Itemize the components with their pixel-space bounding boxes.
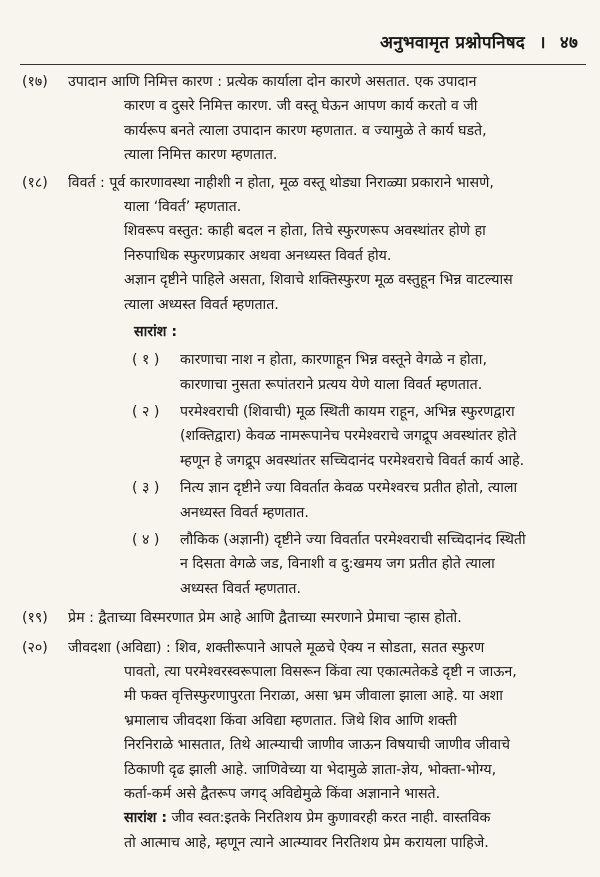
text-line: निरनिराळे भासतात, तिथे आत्म्याची जाणीव जाऊन विषयाची जाणीव जीवाचे [124,737,511,754]
text-line: पूर्व कारणावस्था नाहीशी न होता, मूळ वस्तू थोड्या निराळ्या प्रकाराने भासणे, [109,174,494,191]
entry-number: (१८) [22,174,48,191]
text-line: कारण व दुसरे निमित्त कारण. जी वस्तू घेऊन आपण कार्य करतो व जी [124,98,478,115]
text-line: नित्य ज्ञान दृष्टीने ज्या विवर्तात केवळ परमेश्वरच प्रतीत होतो, त्याला [180,480,518,497]
point-3 [0,476,600,525]
point-4 [0,528,600,601]
text-line: मी फक्त वृत्तिस्फुरणापुरता निराळा, असा भ्रम जीवाला झाला आहे. या अशा [124,688,503,705]
text-line: कर्ता-कर्म असे द्वैतरूप जगद् अविद्येमुळे किंवा अज्ञानाने भासते. [124,785,441,802]
entry-term: विवर्त : [68,174,105,191]
entry-17 [0,70,600,168]
page-body [0,70,600,855]
page-number: ४७ [559,33,578,53]
text-line: याला ‘विवर्त’ म्हणतात. [124,198,242,215]
summary-label: सारांश : [124,810,168,827]
entry-number: (१९) [22,610,48,627]
text-line: कारणाचा नुसता रूपांतराने प्रत्यय येणे याला विवर्त म्हणतात. [180,376,483,393]
text-line: त्याला निमित्त कारण म्हणतात. [124,147,278,164]
point-1 [0,348,600,397]
point-number: ( १ ) [132,352,160,369]
running-header [380,30,578,53]
header-separator: । [539,33,546,53]
text-line: त्याला अध्यस्त विवर्त म्हणतात. [124,296,279,313]
text-line: अनध्यस्त विवर्त म्हणतात. [180,504,309,521]
point-number: ( २ ) [132,404,160,421]
entry-19 [0,606,600,630]
entry-18 [0,171,600,602]
text-line: पावतो, त्या परमेश्वरस्वरूपाला विसरून किंवा त्या एकात्मतेकडे दृष्टी न जाऊन, [124,663,517,680]
text-line: परमेश्वराची (शिवाची) मूळ स्थिती कायम राहून, अभिन्न स्फुरणद्वारा [180,404,515,421]
text-line: कार्यरूप बनते त्याला उपादान कारण म्हणतात. व ज्यामुळे ते कार्य घडते, [124,122,487,139]
point-2 [0,400,600,473]
text-line: प्रत्येक कार्याला दोन कारणे असतात. एक उपादान [226,74,477,90]
text-line: शिव, शक्तीरूपाने आपले मूळचे ऐक्य न सोडता, सतत स्फुरण [175,639,485,656]
text-line: कारणाचा नाश न होता, कारणाहून भिन्न वस्तूने वेगळे न होता, [180,352,487,369]
text-line: निरुपाधिक स्फुरणप्रकार अथवा अनध्यस्त विवर्त होय. [124,247,392,264]
text-line: द्वैताच्या विस्मरणात प्रेम आहे आणि द्वैताच्या स्मरणाने प्रेमाचा ऱ्हास होतो. [98,610,462,627]
book-title: अनुभवामृत प्रश्नोपनिषद [379,33,525,53]
point-number: ( ३ ) [132,480,160,497]
text-line: जीव स्वत:इतके निरतिशय प्रेम कुणावरही करत नाही. वास्तविक [171,810,491,827]
entry-term: प्रेम : [68,610,94,627]
text-line: लौकिक (अज्ञानी) दृष्टीने ज्या विवर्तात परमेश्वराची सच्चिदानंद स्थिती [180,532,526,549]
text-line: म्हणून हे जगद्रूप अवस्थांतर सच्चिदानंद परमेश्वराचे विवर्त कार्य आहे. [180,452,525,469]
entry-term: जीवदशा (अविद्या) : [68,639,171,656]
header-rule [20,64,586,65]
entry-term: उपादान आणि निमित्त कारण : [68,74,222,90]
entry-number: (२०) [22,639,48,656]
text-line: अध्यस्त विवर्त म्हणतात. [180,580,301,597]
text-line: न दिसता वेगळे जड, विनाशी व दु:खमय जग प्रतीत होते त्याला [180,556,495,573]
text-line: (शक्तिद्वारा) केवळ नामरूपानेच परमेश्वराचे जगद्रूप अवस्थांतर होते [180,428,517,445]
entry-20 [0,636,600,856]
text-line: तो आत्माच आहे, म्हणून त्याने आत्म्यावर निरतिशय प्रेम करायला पाहिजे. [124,834,489,851]
text-line: ठिकाणी दृढ झाली आहे. जाणिवेच्या या भेदामुळे ज्ञाता-ज्ञेय, भोक्ता-भोग्य, [124,761,497,778]
text-line: शिवरूप वस्तुत: काही बदल न होता, तिचे स्फुरणरूप अवस्थांतर होणे हा [124,223,486,240]
summary-label: सारांश : [134,323,178,340]
text-line: अज्ञान दृष्टीने पाहिले असता, शिवाचे शक्तिस्फुरण मूळ वस्तुहून भिन्न वाटल्यास [124,272,513,289]
text-line: भ्रमालाच जीवदशा किंवा अविद्या म्हणतात. जिथे शिव आणि शक्ती [124,712,457,729]
entry-number: (१७) [22,74,48,90]
point-number: ( ४ ) [132,532,160,549]
